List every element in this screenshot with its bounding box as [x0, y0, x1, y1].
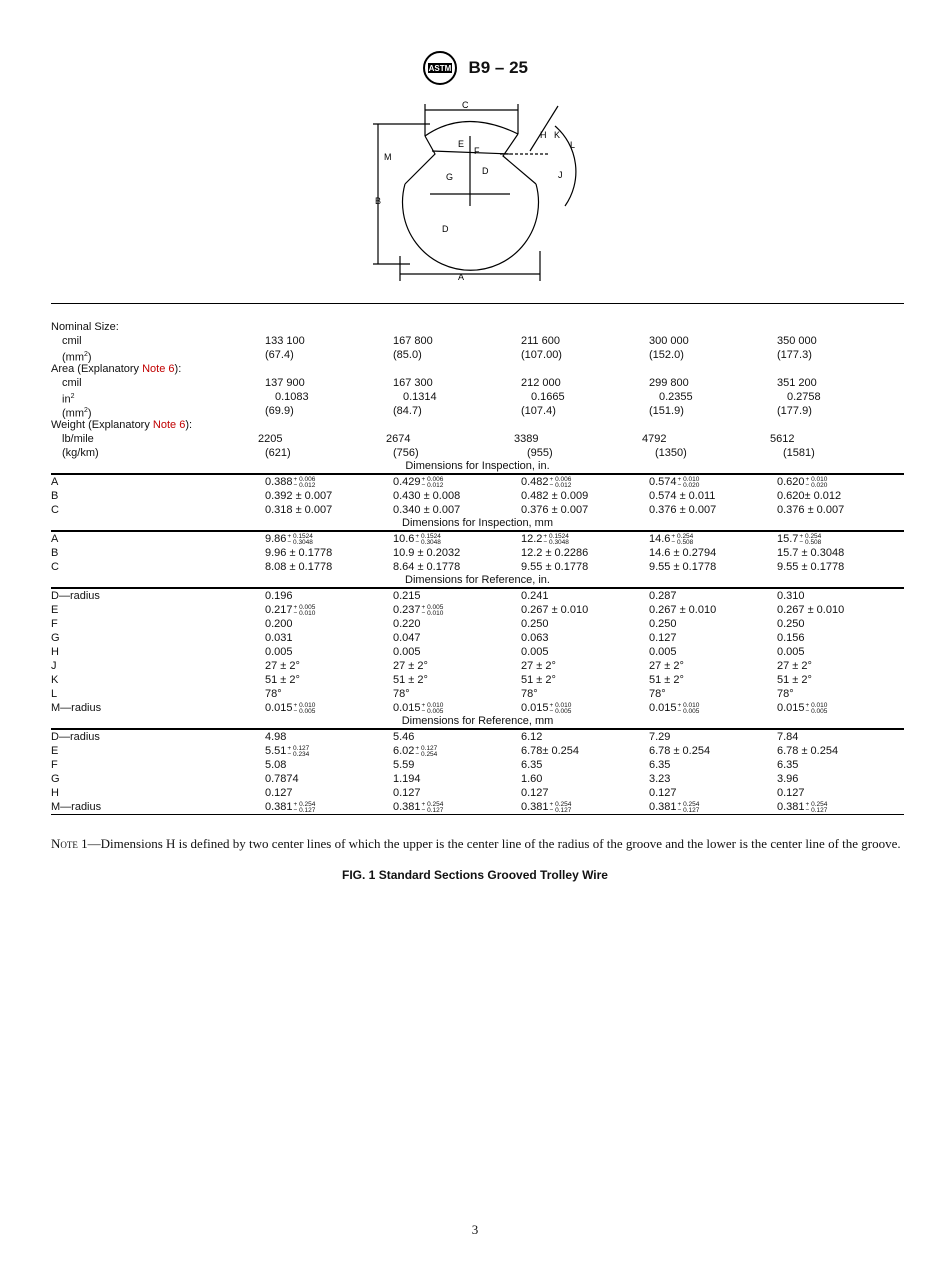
cell: 0.318 ± 0.007: [265, 504, 333, 516]
nominal-size-label: Nominal Size:: [51, 321, 119, 333]
cell: 0.381 + 0.254 − 0.127: [393, 801, 444, 814]
dimension-sections: [51, 460, 904, 814]
cell: 0.392 ± 0.007: [265, 490, 333, 502]
cell: 0.267 ± 0.010: [777, 604, 845, 616]
cell: 1.60: [521, 773, 543, 785]
cell: 5.46: [393, 731, 415, 743]
table-row: [51, 659, 904, 673]
cell: 0.127: [393, 787, 421, 799]
cell: 8.64 ± 0.1778: [393, 561, 461, 573]
logo-text: ASTM: [428, 64, 452, 73]
cell: 0.127: [265, 787, 293, 799]
cell: 27 ± 2°: [649, 660, 684, 672]
fig-label-f: F: [474, 146, 480, 156]
table-row: [51, 334, 904, 348]
note-1: [51, 836, 904, 852]
cell: 51 ± 2°: [265, 674, 300, 686]
table-row: [51, 800, 904, 814]
table-row: [51, 474, 904, 489]
row-label: D—radius: [51, 731, 100, 743]
row-label: cmil: [62, 335, 82, 347]
cell: (85.0): [393, 349, 422, 361]
cell: 0.156: [777, 632, 805, 644]
row-label: M—radius: [51, 702, 102, 714]
row-label: E: [51, 745, 59, 757]
cell: 0.574 + 0.010 − 0.020: [649, 476, 700, 489]
cell: 167 300: [393, 377, 433, 389]
table-row: [51, 320, 904, 334]
cell: 0.381 + 0.254 − 0.127: [777, 801, 828, 814]
cell: 0.015 + 0.010 − 0.005: [393, 702, 444, 715]
cell: 0.217 + 0.005 − 0.010: [265, 604, 316, 617]
cell: 0.196: [265, 590, 293, 602]
cell: 0.127: [649, 632, 677, 644]
cell: 0.250: [649, 618, 677, 630]
cell: (151.9): [649, 405, 684, 417]
fig-label-g: G: [446, 172, 454, 182]
cell: 9.55 ± 0.1778: [649, 561, 717, 573]
astm-logo-icon: [422, 50, 458, 86]
note-text: —Dimensions H is defined by two center lines of which the upper is the center line of the radius of the groove and the lower is the center line of the groove.: [87, 836, 901, 851]
table-row: [51, 404, 904, 418]
cell: (177.9): [777, 405, 812, 417]
cell: 14.6 ± 0.2794: [649, 547, 717, 559]
cell: 6.12: [521, 731, 543, 743]
row-label: cmil: [62, 377, 82, 389]
row-label: G: [51, 632, 60, 644]
cell: 0.620± 0.012: [777, 490, 842, 502]
row-label: $in^2$: [62, 393, 75, 406]
cell: 5612: [770, 433, 795, 445]
cell: 9.55 ± 0.1778: [777, 561, 845, 573]
table-row: [51, 588, 904, 603]
cell: (177.3): [777, 349, 812, 361]
cell: (955): [527, 447, 553, 459]
cell: 27 ± 2°: [265, 660, 300, 672]
cell: 0.127: [777, 787, 805, 799]
cell: 51 ± 2°: [521, 674, 556, 686]
row-label: C: [51, 504, 59, 516]
cell: 7.84: [777, 731, 799, 743]
cell: 9.96 ± 0.1778: [265, 547, 333, 559]
weight-label: Weight (Explanatory Note 6):: [51, 419, 193, 431]
cell: 78°: [521, 688, 538, 700]
note6-link[interactable]: Note 6: [152, 419, 186, 431]
row-label: (kg/km): [62, 447, 99, 459]
cell: 51 ± 2°: [393, 674, 428, 686]
cell: 6.78 ± 0.254: [649, 745, 711, 757]
cell: 15.7 + 0.254 − 0.508: [777, 533, 822, 546]
cell: (621): [265, 447, 291, 459]
cell: 0.015 + 0.010 − 0.005: [649, 702, 700, 715]
cell: 0.241: [521, 590, 549, 602]
cell: 5.51 + 0.127 − 0.234: [265, 745, 310, 758]
row-label: C: [51, 561, 59, 573]
cell: 4.98: [265, 731, 287, 743]
cell: 3389: [514, 433, 539, 445]
page-number: 3: [471, 1222, 479, 1237]
row-label: G: [51, 773, 60, 785]
cell: 0.1665: [531, 391, 565, 403]
table-bottom-rule: [51, 814, 904, 815]
cell: 0.482 ± 0.009: [521, 490, 589, 502]
cell: 9.55 ± 0.1778: [521, 561, 589, 573]
cell: 51 ± 2°: [777, 674, 812, 686]
cell: 10.6 + 0.1524 − 0.3048: [393, 533, 441, 546]
table-row: [51, 744, 904, 758]
figure-caption: FIG. 1 Standard Sections Grooved Trolley Wire: [342, 868, 608, 882]
cell: 0.220: [393, 618, 421, 630]
row-label: K: [51, 674, 59, 686]
table-row: [51, 560, 904, 574]
cell: 0.031: [265, 632, 293, 644]
cell: 0.267 ± 0.010: [521, 604, 589, 616]
cell: 6.78 ± 0.254: [777, 745, 839, 757]
cell: 0.388 + 0.006 − 0.012: [265, 476, 316, 489]
cell: 14.6 + 0.254 − 0.508: [649, 533, 694, 546]
cell: 212 000: [521, 377, 561, 389]
cell: 8.08 ± 0.1778: [265, 561, 333, 573]
cell: 0.381 + 0.254 − 0.127: [265, 801, 316, 814]
cell: 27 ± 2°: [521, 660, 556, 672]
row-label: M—radius: [51, 801, 102, 813]
cell: 0.127: [649, 787, 677, 799]
table-row: [51, 617, 904, 631]
row-label: F: [51, 618, 58, 630]
table-row: [51, 489, 904, 503]
trolley-wire-figure: [370, 96, 590, 286]
cell: 0.237 + 0.005 − 0.010: [393, 604, 444, 617]
table-row: [51, 645, 904, 659]
row-label: F: [51, 759, 58, 771]
cell: 0.430 ± 0.008: [393, 490, 461, 502]
cell: 0.005: [393, 646, 421, 658]
fig-label-d-upper: D: [482, 166, 489, 176]
cell: 78°: [265, 688, 282, 700]
cell: (107.00): [521, 349, 562, 361]
fig-label-e: E: [458, 139, 465, 149]
cell: 0.005: [649, 646, 677, 658]
cell: 12.2 ± 0.2286: [521, 547, 589, 559]
cell: 167 800: [393, 335, 433, 347]
table-row: [51, 348, 904, 362]
cell: 78°: [649, 688, 666, 700]
table-row: [51, 603, 904, 617]
cell: 6.78± 0.254: [521, 745, 580, 757]
cell: 0.2355: [659, 391, 693, 403]
row-label: A: [51, 476, 59, 488]
table-row: [51, 376, 904, 390]
cell: 350 000: [777, 335, 817, 347]
cell: 0.127: [521, 787, 549, 799]
row-label: H: [51, 787, 59, 799]
fig-label-m: M: [384, 152, 392, 162]
page-header: [0, 50, 950, 86]
cell: 133 100: [265, 335, 305, 347]
cell: (107.4): [521, 405, 556, 417]
cell: 10.9 ± 0.2032: [393, 547, 461, 559]
table-row: [51, 758, 904, 772]
cell: 0.1083: [275, 391, 309, 403]
cell: 0.376 ± 0.007: [777, 504, 845, 516]
row-label: D—radius: [51, 590, 100, 602]
cell: 78°: [777, 688, 794, 700]
cell: 1.194: [393, 773, 421, 785]
table-row: [51, 432, 904, 446]
table-row: [51, 687, 904, 701]
cell: (152.0): [649, 349, 684, 361]
cell: 137 900: [265, 377, 305, 389]
cell: 6.02 + 0.127 − 0.254: [393, 745, 438, 758]
table-row: [51, 390, 904, 404]
cell: 9.86 + 0.1524 − 0.3048: [265, 533, 313, 546]
cell: 6.35: [649, 759, 671, 771]
table-row: [51, 772, 904, 786]
cell: (1581): [783, 447, 815, 459]
cell: 6.35: [777, 759, 799, 771]
cell: 2205: [258, 433, 283, 445]
cell: (1350): [655, 447, 687, 459]
table-row: [51, 701, 904, 715]
cell: (69.9): [265, 405, 294, 417]
table-row: [51, 786, 904, 800]
cell: 0.015 + 0.010 − 0.005: [777, 702, 828, 715]
cell: 3.23: [649, 773, 671, 785]
fig-label-h: H: [540, 130, 547, 140]
row-label: $(mm^2)$: [62, 407, 92, 420]
fig-label-d-lower: D: [442, 224, 449, 234]
cell: 3.96: [777, 773, 799, 785]
cell: 0.7874: [265, 773, 299, 785]
cell: 0.005: [777, 646, 805, 658]
cell: 7.29: [649, 731, 671, 743]
table-row: [51, 673, 904, 687]
row-label: E: [51, 604, 59, 616]
cell: 27 ± 2°: [777, 660, 812, 672]
cell: 0.267 ± 0.010: [649, 604, 717, 616]
cell: 211 600: [521, 335, 560, 347]
cell: 0.063: [521, 632, 549, 644]
cell: 15.7 ± 0.3048: [777, 547, 845, 559]
doc-id: B9 – 25: [468, 58, 528, 77]
cell: 300 000: [649, 335, 689, 347]
cell: 0.005: [265, 646, 293, 658]
table-row: [51, 631, 904, 645]
section-header: Dimensions for Reference, mm: [51, 715, 904, 729]
cell: 0.015 + 0.010 − 0.005: [265, 702, 316, 715]
table-row: [51, 362, 904, 376]
section-header: Dimensions for Inspection, mm: [51, 517, 904, 531]
cell: 0.340 ± 0.007: [393, 504, 461, 516]
cell: 0.482 + 0.006 − 0.012: [521, 476, 572, 489]
cell: 51 ± 2°: [649, 674, 684, 686]
row-label: L: [51, 688, 58, 700]
note-prefix: Note 1: [51, 836, 88, 851]
cell: 351 200: [777, 377, 817, 389]
cell: 0.310: [777, 590, 805, 602]
cell: 0.200: [265, 618, 293, 630]
cell: 27 ± 2°: [393, 660, 428, 672]
cell: 0.215: [393, 590, 421, 602]
cell: 0.429 + 0.006 − 0.012: [393, 476, 444, 489]
fig-label-a: A: [458, 272, 465, 282]
cell: 0.287: [649, 590, 677, 602]
cell: (67.4): [265, 349, 294, 361]
cell: 0.005: [521, 646, 549, 658]
row-label: J: [51, 660, 57, 672]
cell: 0.2758: [787, 391, 821, 403]
cell: 0.381 + 0.254 − 0.127: [649, 801, 700, 814]
cell: 0.620 + 0.010 − 0.020: [777, 476, 828, 489]
cell: 299 800: [649, 377, 689, 389]
table-row: [51, 446, 904, 460]
table-top-rule: [51, 303, 904, 304]
cell: 0.015 + 0.010 − 0.005: [521, 702, 572, 715]
cell: 4792: [642, 433, 667, 445]
cell: 5.59: [393, 759, 415, 771]
cell: (84.7): [393, 405, 422, 417]
cell: 78°: [393, 688, 410, 700]
table-row: [51, 503, 904, 517]
fig-label-k: K: [554, 130, 561, 140]
note6-link[interactable]: Note 6: [142, 363, 175, 375]
fig-label-c: C: [462, 100, 469, 110]
cell: (756): [393, 447, 419, 459]
dimensions-table: [51, 320, 904, 815]
fig-label-j: J: [558, 170, 563, 180]
cell: 0.381 + 0.254 − 0.127: [521, 801, 572, 814]
cell: 2674: [386, 433, 411, 445]
cell: 0.376 ± 0.007: [649, 504, 717, 516]
cell: 6.35: [521, 759, 543, 771]
row-label: A: [51, 533, 59, 545]
cell: 5.08: [265, 759, 287, 771]
cell: 0.376 ± 0.007: [521, 504, 589, 516]
area-label: Area (Explanatory Note 6):: [51, 363, 182, 375]
row-label: lb/mile: [62, 433, 94, 445]
table-row: [51, 729, 904, 744]
cell: 0.047: [393, 632, 421, 644]
section-header: Dimensions for Reference, in.: [51, 574, 904, 588]
cell: 0.1314: [403, 391, 437, 403]
fig-label-b: B: [375, 196, 382, 206]
table-row: [51, 531, 904, 546]
cell: 12.2 + 0.1524 − 0.3048: [521, 533, 569, 546]
row-label: H: [51, 646, 59, 658]
fig-label-l: L: [570, 140, 576, 150]
cell: 0.574 ± 0.011: [649, 490, 716, 502]
row-label: B: [51, 490, 59, 502]
row-label: $(mm^2)$: [62, 351, 92, 364]
table-row: [51, 418, 904, 432]
table-row: [51, 546, 904, 560]
cell: 0.250: [521, 618, 549, 630]
row-label: B: [51, 547, 59, 559]
section-header: Dimensions for Inspection, in.: [51, 460, 904, 474]
cell: 0.250: [777, 618, 805, 630]
